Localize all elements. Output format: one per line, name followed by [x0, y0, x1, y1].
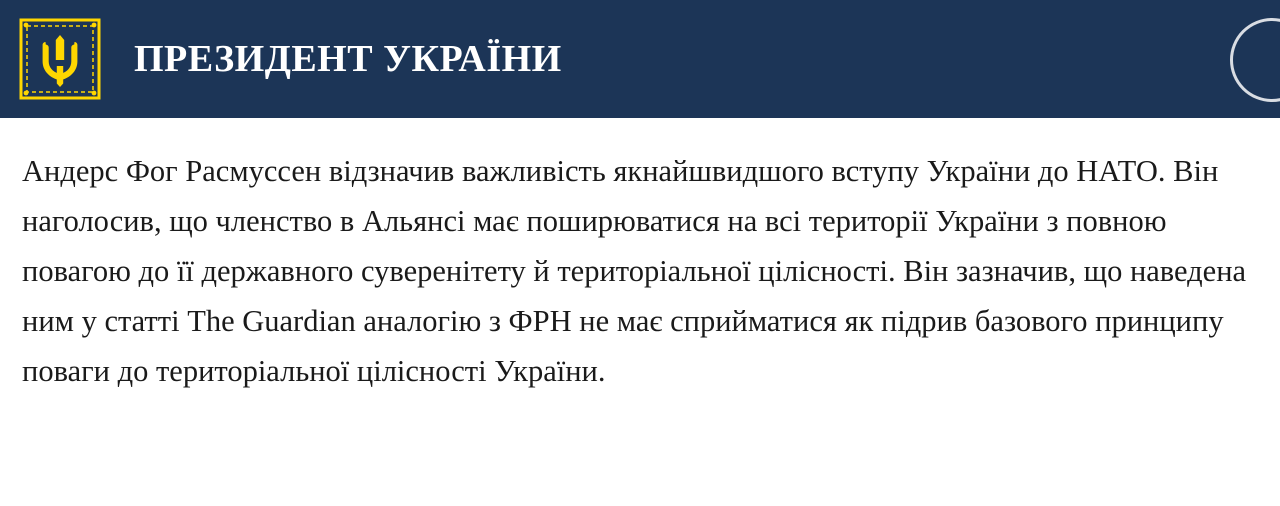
avatar[interactable]	[1230, 18, 1280, 102]
content-area	[0, 118, 1280, 396]
page-title: ПРЕЗИДЕНТ УКРАЇНИ	[134, 38, 562, 80]
page-header	[0, 0, 1280, 118]
ukraine-trident-emblem-icon	[18, 17, 102, 101]
article-paragraph: Андерс Фог Расмуссен відзначив важливість якнайшвидшого вступу України до НАТО. Він наголосив, що членство в Альянсі має поширюватися на всі території України з повною повагою до її державного суверенітету й територіальної цілісності. Він зазначив, що наведена ним у статті The Guardian аналогію з ФРН не має сприйматися як підрив базового принципу поваги до територіальної цілісності України.	[22, 154, 1247, 388]
